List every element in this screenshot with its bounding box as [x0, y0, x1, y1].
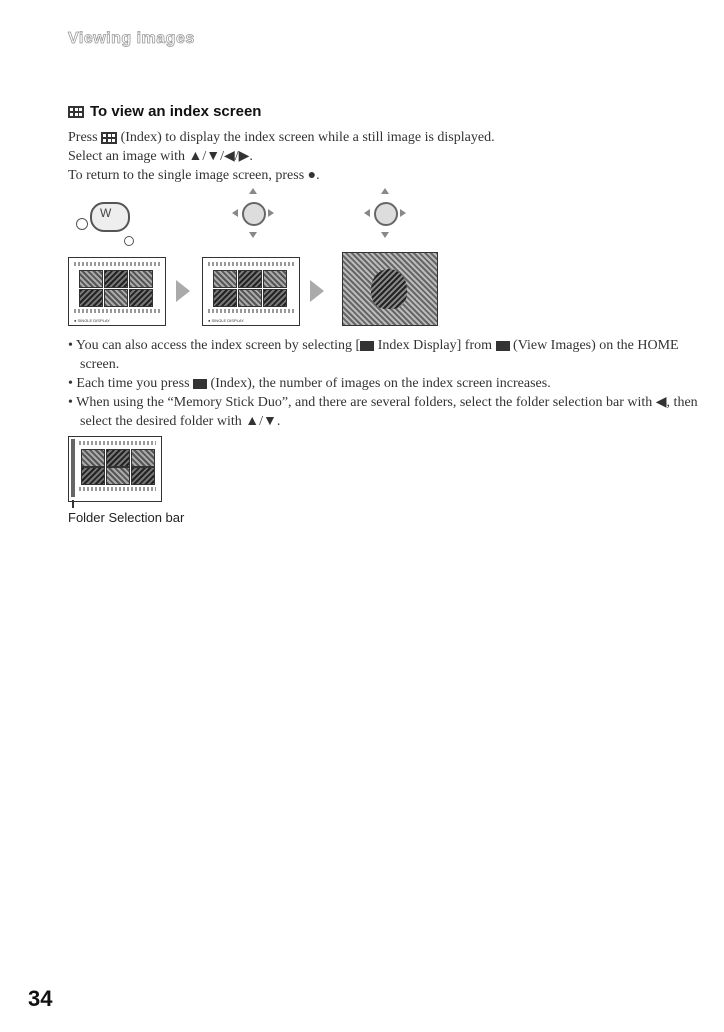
note-item: • You can also access the index screen by selecting [ Index Display] from (View Images) on the HOME screen.	[68, 338, 679, 372]
zoom-lever-icon	[76, 196, 136, 248]
single-image-screen	[342, 252, 438, 326]
instruction-line-3: To return to the single image screen, press ●.	[68, 168, 320, 183]
note-item: • When using the “Memory Stick Duo”, and there are several folders, select the folder selection bar with ◀, then select the desired folder with ▲/▼.	[68, 395, 698, 429]
folder-selection-illustration	[68, 436, 164, 506]
folder-selection-caption: Folder Selection bar	[68, 510, 185, 525]
instructions	[68, 128, 708, 185]
index-screen-image: ● SINGLE DISPLAY	[202, 257, 300, 326]
arrow-right-icon	[310, 280, 324, 302]
page-number: 34	[28, 986, 53, 1011]
notes-list	[68, 336, 718, 431]
arrow-right-icon	[176, 280, 190, 302]
zoom-w-label: W	[100, 206, 112, 220]
section-title-text: To view an index screen	[90, 103, 262, 120]
section-title	[68, 103, 261, 120]
index-screen-illustration	[68, 190, 458, 330]
index-icon	[68, 106, 84, 118]
index-button-icon	[101, 132, 117, 144]
index-display-icon	[360, 341, 374, 351]
instruction-line-1: Press (Index) to display the index screen while a still image is displayed.	[68, 130, 495, 145]
index-screen-image: ● SINGLE DISPLAY	[68, 257, 166, 326]
control-button-icon	[234, 194, 272, 232]
control-button-icon	[366, 194, 404, 232]
instruction-line-2: Select an image with ▲/▼/◀/▶.	[68, 149, 253, 164]
page-header: Viewing images	[68, 30, 195, 47]
note-item: • Each time you press (Index), the number of images on the index screen increases.	[68, 376, 551, 391]
index-button-icon	[193, 379, 207, 389]
view-images-icon	[496, 341, 510, 351]
